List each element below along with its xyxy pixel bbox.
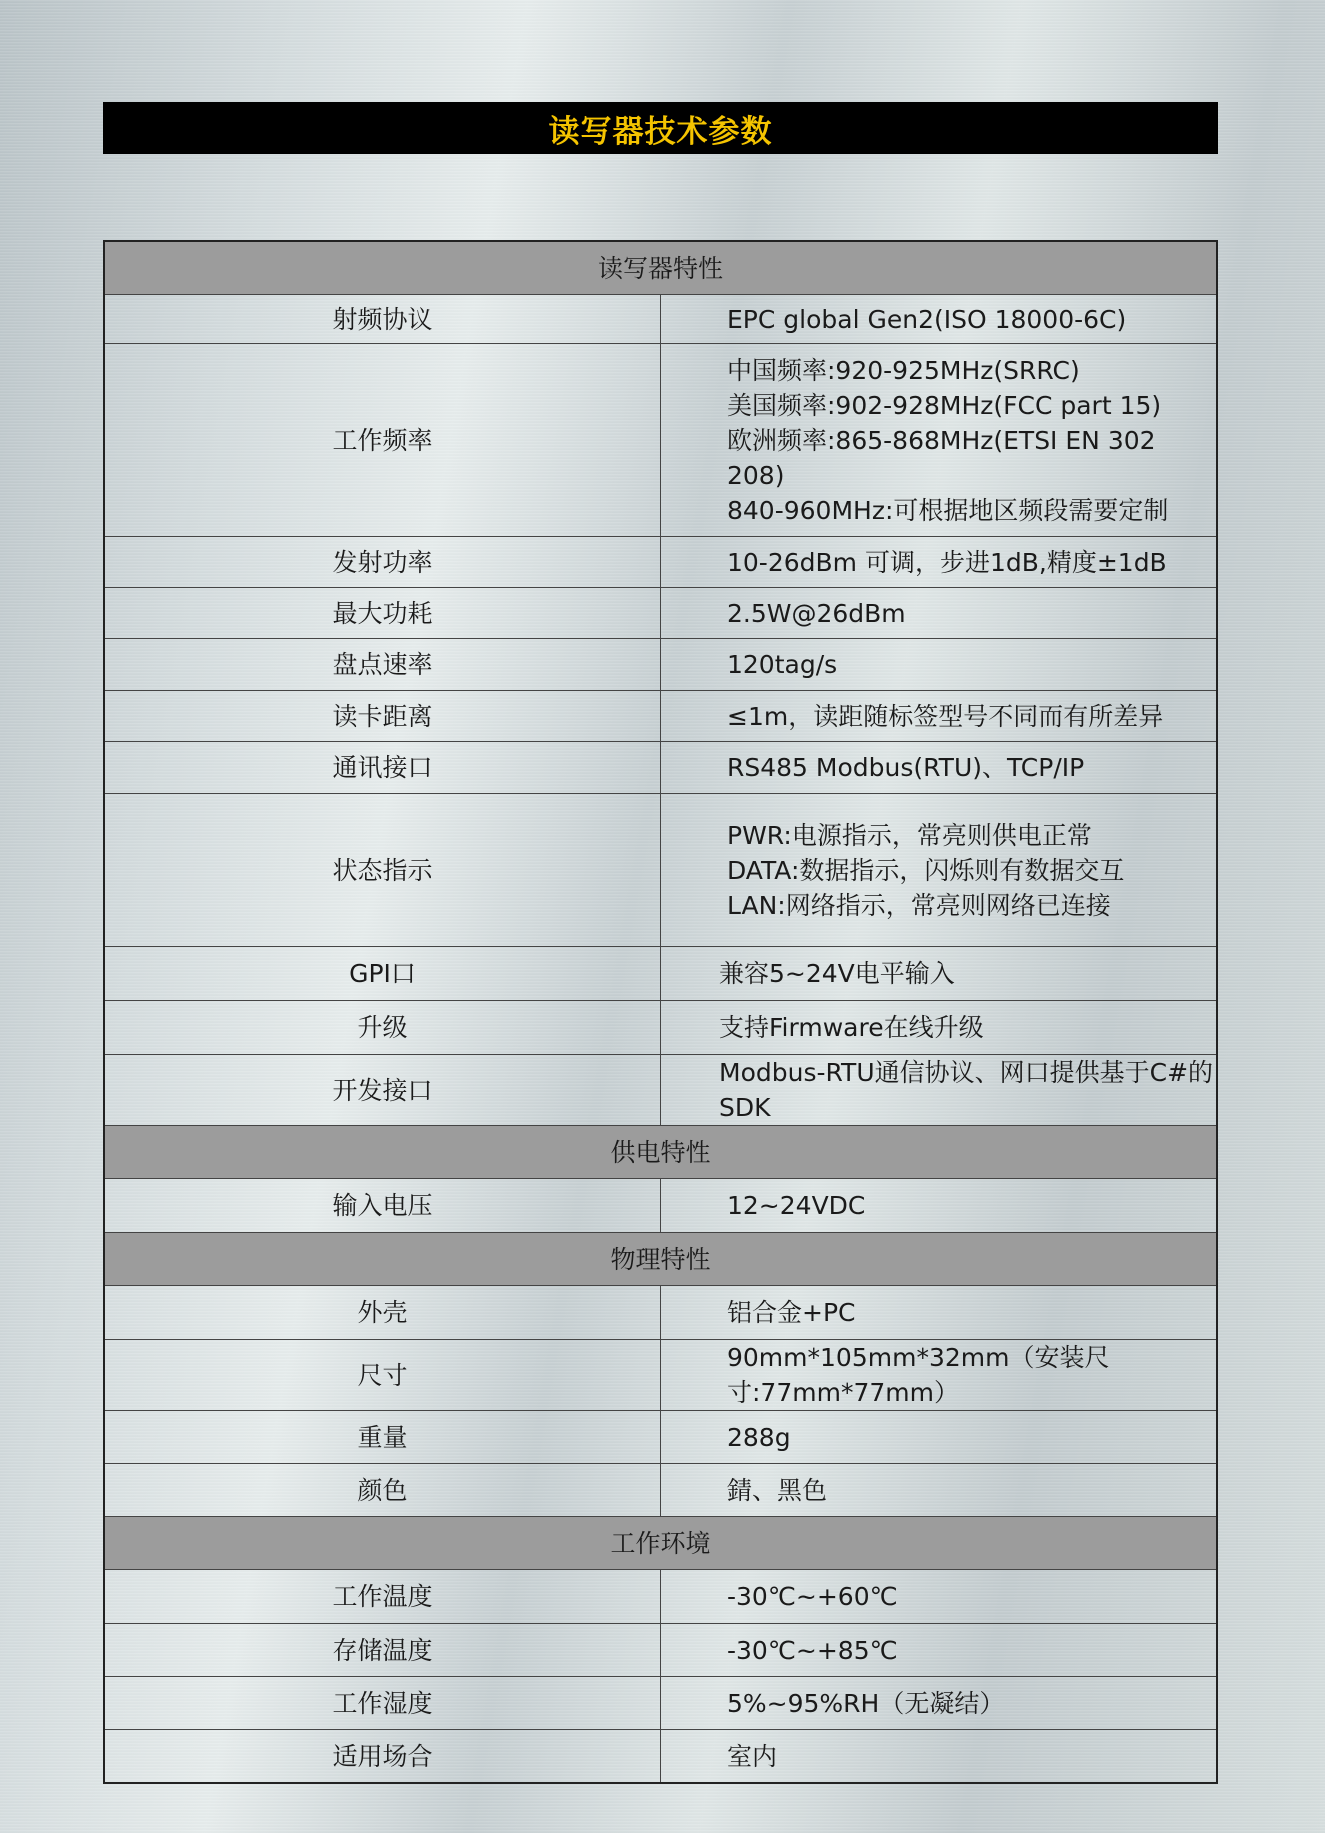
spec-label: 通讯接口 [104, 742, 661, 794]
spec-value [661, 1570, 1218, 1624]
section-header-row [104, 1126, 1217, 1179]
section-header: 读写器特性 [104, 241, 1217, 295]
table-row [104, 1570, 1217, 1624]
spec-value-line: Modbus-RTU通信协议、网口提供基于C#的SDK [719, 1058, 1214, 1122]
section-header: 供电特性 [104, 1126, 1217, 1179]
spec-value [661, 1340, 1218, 1411]
table-row [104, 1464, 1217, 1517]
section-header-row [104, 241, 1217, 295]
spec-label: 工作温度 [104, 1570, 661, 1624]
spec-value-line: 288g [727, 1422, 791, 1452]
spec-label: 读卡距离 [104, 691, 661, 742]
spec-label: 存储温度 [104, 1624, 661, 1677]
title-bar [103, 102, 1218, 154]
table-row [104, 691, 1217, 742]
spec-value-line: 12~24VDC [727, 1191, 866, 1220]
spec-label: 工作湿度 [104, 1677, 661, 1730]
spec-value-line: 中国频率:920-925MHz(SRRC) [727, 355, 1080, 385]
table-row [104, 794, 1217, 947]
page-title: 读写器技术参数 [548, 113, 773, 150]
spec-label: 发射功率 [104, 537, 661, 588]
spec-value-line: 兼容5~24V电平输入 [719, 959, 955, 988]
table-row [104, 1286, 1217, 1340]
spec-value [661, 639, 1218, 691]
spec-value [661, 794, 1218, 947]
table-row [104, 1677, 1217, 1730]
spec-label: 外壳 [104, 1286, 661, 1340]
table-row [104, 947, 1217, 1001]
table-row [104, 1730, 1217, 1784]
table-row [104, 1624, 1217, 1677]
spec-table [103, 240, 1218, 1784]
spec-value [661, 588, 1218, 639]
spec-value [661, 1464, 1218, 1517]
spec-value-line: 錆、黑色 [727, 1475, 828, 1505]
table-row [104, 588, 1217, 639]
spec-value [661, 1677, 1218, 1730]
spec-value [661, 1179, 1218, 1233]
section-header: 工作环境 [104, 1517, 1217, 1570]
spec-label: 尺寸 [104, 1340, 661, 1411]
spec-label: 重量 [104, 1411, 661, 1464]
spec-value [661, 947, 1218, 1001]
spec-value-line: 840-960MHz:可根据地区频段需要定制 [727, 495, 1169, 525]
spec-label: 状态指示 [104, 794, 661, 947]
spec-label: 盘点速率 [104, 639, 661, 691]
table-row [104, 1055, 1217, 1126]
spec-value [661, 742, 1218, 794]
spec-value [661, 1411, 1218, 1464]
table-row [104, 742, 1217, 794]
table-row [104, 295, 1217, 344]
spec-value-line: LAN:网络指示，常亮则网络已连接 [727, 890, 1111, 920]
table-row [104, 1340, 1217, 1411]
table-row [104, 1411, 1217, 1464]
spec-value [661, 537, 1218, 588]
spec-value-line: PWR:电源指示，常亮则供电正常 [727, 820, 1092, 850]
spec-label: 适用场合 [104, 1730, 661, 1784]
section-header-row [104, 1517, 1217, 1570]
spec-value [661, 691, 1218, 742]
spec-value-line: 美国频率:902-928MHz(FCC part 15) [727, 390, 1162, 420]
table-row [104, 344, 1217, 537]
spec-value [661, 344, 1218, 537]
spec-value-line: EPC global Gen2(ISO 18000-6C) [727, 304, 1127, 334]
spec-label: 输入电压 [104, 1179, 661, 1233]
spec-value-line: 欧洲频率:865-868MHz(ETSI EN 302 208) [727, 425, 1156, 490]
spec-label: 开发接口 [104, 1055, 661, 1126]
spec-label: GPI口 [104, 947, 661, 1001]
spec-value [661, 1286, 1218, 1340]
spec-value-line: 2.5W@26dBm [727, 598, 906, 628]
spec-value-line: 室内 [727, 1741, 778, 1771]
spec-value [661, 1055, 1218, 1126]
spec-value-line: 铝合金+PC [727, 1298, 856, 1327]
table-row [104, 639, 1217, 691]
section-header-row [104, 1233, 1217, 1286]
table-row [104, 537, 1217, 588]
spec-value-line: 支持Firmware在线升级 [719, 1013, 984, 1042]
spec-value-line: 90mm*105mm*32mm（安装尺寸:77mm*77mm） [727, 1343, 1110, 1407]
spec-value-line: RS485 Modbus(RTU)、TCP/IP [727, 753, 1085, 782]
spec-value-line: 120tag/s [727, 650, 838, 679]
spec-value [661, 295, 1218, 344]
table-row [104, 1179, 1217, 1233]
spec-table-body [104, 241, 1217, 1783]
spec-value [661, 1730, 1218, 1784]
section-header: 物理特性 [104, 1233, 1217, 1286]
spec-value [661, 1624, 1218, 1677]
spec-label: 升级 [104, 1001, 661, 1055]
spec-value-line: -30℃~+85℃ [727, 1635, 898, 1665]
spec-label: 颜色 [104, 1464, 661, 1517]
spec-value-line: -30℃~+60℃ [727, 1582, 898, 1611]
spec-value-line: 10-26dBm 可调，步进1dB,精度±1dB [727, 547, 1167, 577]
spec-label: 最大功耗 [104, 588, 661, 639]
spec-value-line: ≤1m，读距随标签型号不同而有所差异 [727, 701, 1164, 731]
table-row [104, 1001, 1217, 1055]
spec-label: 射频协议 [104, 295, 661, 344]
spec-value-line: DATA:数据指示，闪烁则有数据交互 [727, 855, 1125, 885]
spec-value-line: 5%~95%RH（无凝结） [727, 1688, 1005, 1718]
spec-value [661, 1001, 1218, 1055]
spec-label: 工作频率 [104, 344, 661, 537]
